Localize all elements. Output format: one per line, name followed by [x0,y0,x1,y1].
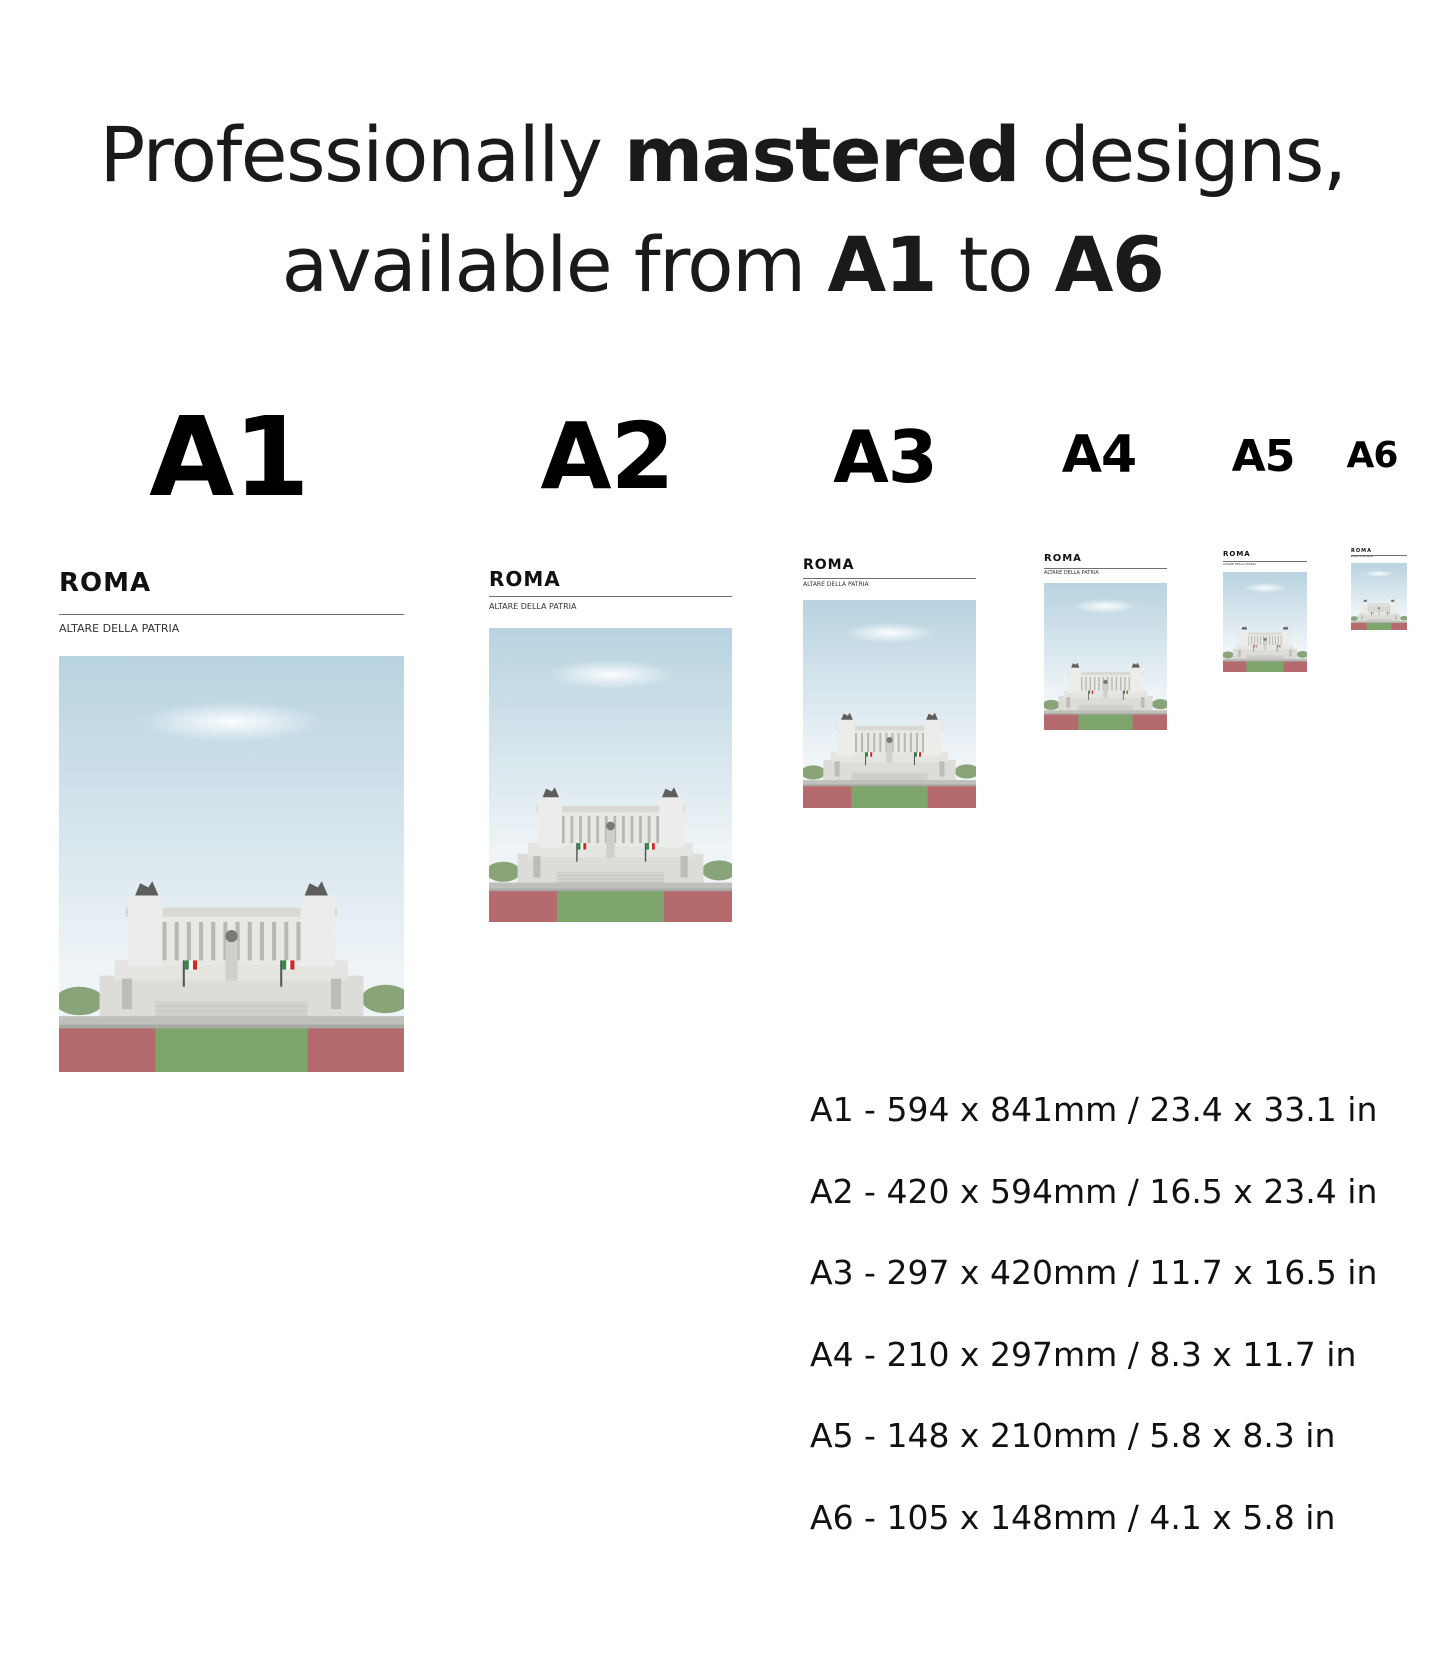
headline-line-2 [0,210,1445,320]
size-label-a5: A5 [1231,431,1295,482]
poster-subtitle: ALTARE DELLA PATRIA [1351,556,1373,558]
spec-a2: A2 - 420 x 594mm / 16.5 x 23.4 in [810,1171,1378,1211]
size-label-a6: A6 [1346,435,1398,476]
headline-emphasis: A1 [827,220,937,309]
headline-text: designs, [1018,110,1346,199]
poster-a6 [1351,548,1407,630]
spec-a1: A1 - 594 x 841mm / 23.4 x 33.1 in [810,1090,1378,1129]
poster-title: ROMA [803,557,855,573]
poster-a5 [1223,550,1307,672]
size-label-a2: A2 [540,403,674,510]
poster-image [1223,572,1307,672]
poster-title: ROMA [1351,548,1372,554]
poster-title: ROMA [1044,553,1082,564]
headline-emphasis: mastered [623,110,1019,199]
size-label-a3: A3 [833,415,937,499]
spec-a4: A4 - 210 x 297mm / 8.3 x 11.7 in [810,1334,1357,1374]
headline-text: Professionally [99,110,624,199]
headline-line-1 [0,100,1445,210]
poster-a2 [489,566,732,922]
poster-divider [803,578,976,579]
poster-image [1351,563,1407,630]
poster-divider [1044,568,1167,569]
poster-image [489,628,732,922]
poster-subtitle: ALTARE DELLA PATRIA [1044,570,1099,576]
poster-subtitle: ALTARE DELLA PATRIA [1223,562,1256,566]
size-label-a1: A1 [149,393,309,521]
poster-title: ROMA [489,567,561,591]
headline-text: available from [281,220,828,309]
spec-a3: A3 - 297 x 420mm / 11.7 x 16.5 in [810,1253,1378,1292]
poster-divider [59,614,404,615]
poster-image [59,656,404,1072]
poster-image [1044,583,1167,730]
poster-title: ROMA [1223,550,1251,558]
headline-emphasis: A6 [1054,220,1164,309]
poster-title: ROMA [59,568,152,598]
poster-a3 [803,556,976,808]
headline [0,100,1445,320]
poster-a1 [59,566,404,1072]
spec-a6: A6 - 105 x 148mm / 4.1 x 5.8 in [810,1497,1336,1537]
size-label-a4: A4 [1061,425,1137,485]
size-specs-list [810,1090,1377,1579]
poster-a4 [1044,552,1167,730]
poster-divider [489,596,732,597]
poster-subtitle: ALTARE DELLA PATRIA [59,622,180,635]
poster-subtitle: ALTARE DELLA PATRIA [489,602,577,611]
headline-text: to [936,220,1055,309]
spec-a5: A5 - 148 x 210mm / 5.8 x 8.3 in [810,1416,1336,1455]
poster-image [803,600,976,808]
poster-subtitle: ALTARE DELLA PATRIA [803,581,869,588]
